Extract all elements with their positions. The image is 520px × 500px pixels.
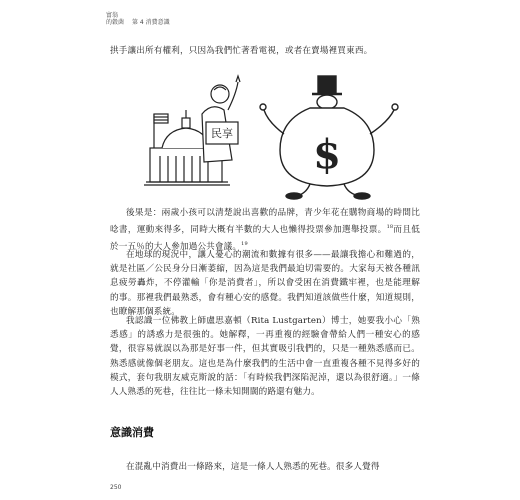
paragraph-top: 拱手讓出所有權利，只因為我們忙著看電視，或者在賣場裡買東西。 (110, 46, 373, 56)
chapter-label: 第 4 消費意識 (131, 19, 170, 26)
footnote-ref-18: 18 (386, 224, 394, 231)
paragraph-1-tail: 而且低於一五％的大人參加過公共會議。 (110, 225, 420, 253)
book-title-line1: 富翁 (106, 12, 119, 19)
paragraph-1-text: 後果是：兩歲小孩可以清楚說出喜歡的品牌，青少年花在購物商場的時間比唸書，運動來得多，同時大概有半數的大人也懶得投票參加選舉投票。 (110, 208, 420, 236)
sign-text: 民享 (211, 127, 233, 140)
running-header (106, 12, 170, 26)
paragraph-2: 在地球的現況中，讓人憂心的潮流和數據有很多——最讓我擔心和難過的，就是社區／公民身分日漸萎縮，因為這是我們最迫切需要的。大家每天被各種訊息疲勞轟炸，不停灌輸「你是消費者」，所以會受困在消費鐵牢裡，也是能理解的事。那裡我們最熟悉，會有種心安的感覺。我們知道該做些什麼，知道規則，也瞭解那個系統。 (110, 250, 420, 317)
illustration (110, 70, 420, 200)
book-title-line2: 的穀菌 (106, 19, 125, 26)
footnote-ref-19: 19 (241, 241, 248, 248)
section-heading: 意識消費 (110, 426, 154, 439)
paragraph-3: 我認識一位佛教上師盧思嘉頓（Rita Lustgarten）博士，她要我小心「熟悉感」的誘惑力是很強的。她解釋，一再重複的經驗會帶給人們一種安心的感覺，很容易就誤以為那是好事一件，但其實吸引我們的，只是一種熟悉感而已。熟悉感就像個老朋友。這也是為什麼我們的生活中會一直重複各種不見得多好的模式，套句我朋友威克斯說的話：「有時候我們深陷泥淖，還以為很舒適。」一條人人熟悉的死巷，往往比一條未知開闊的路還有魅力。 (110, 316, 420, 398)
paragraph-4: 在混亂中消費出一條路來，這是一條人人熟悉的死巷。很多人覺得 (126, 462, 380, 472)
book-page (100, 8, 424, 494)
dollar-sign-icon: $ (313, 131, 341, 178)
page-number: 250 (110, 484, 122, 491)
